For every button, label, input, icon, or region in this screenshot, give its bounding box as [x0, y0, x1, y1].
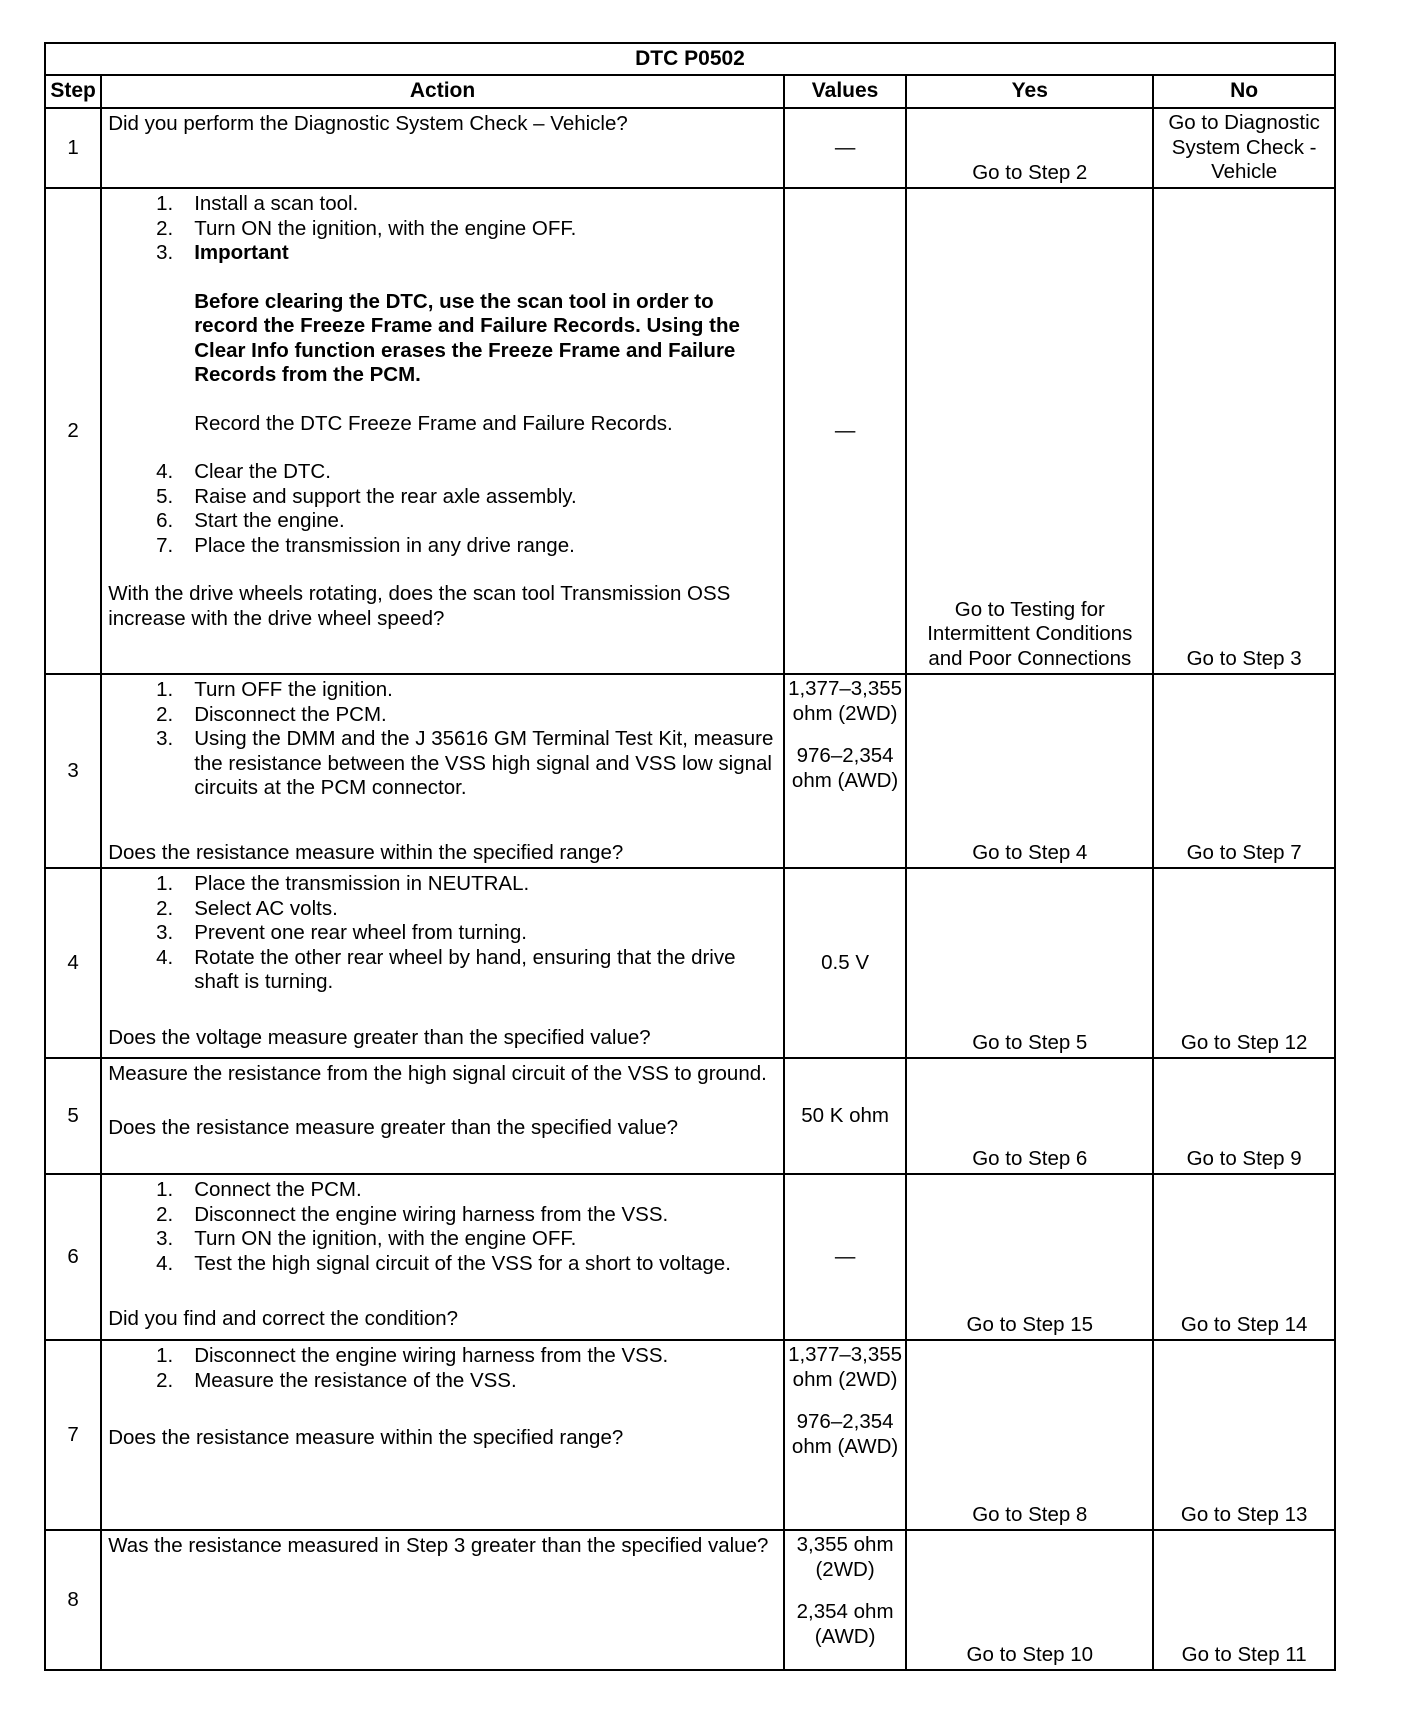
action-cell — [101, 1340, 784, 1530]
list-item: 1. Connect the PCM. — [156, 1178, 362, 1201]
yes-cell: Go to Step 6 — [906, 1058, 1153, 1174]
action-cell — [101, 868, 784, 1058]
yes-cell: Go to Step 5 — [906, 868, 1153, 1058]
list-item: 1. Install a scan tool. — [156, 192, 359, 215]
list-item: 3. Prevent one rear wheel from turning. — [156, 921, 527, 944]
list-item: 3. Important — [156, 241, 289, 264]
value-cell — [784, 1530, 906, 1670]
action-question: Did you perform the Diagnostic System Check – Vehicle? — [108, 112, 628, 135]
step-number: 1 — [45, 108, 101, 188]
action-question: Did you find and correct the condition? — [108, 1307, 459, 1330]
table-row — [45, 108, 1335, 188]
table-row — [45, 188, 1335, 674]
action-cell — [101, 1058, 784, 1174]
action-cell — [101, 1174, 784, 1340]
action-question: Does the resistance measure greater than the specified value? — [108, 1115, 678, 1139]
no-cell: Go to Step 14 — [1153, 1174, 1335, 1340]
value-2wd: 3,355 ohm (2WD) — [796, 1533, 894, 1581]
value-cell: — — [784, 188, 906, 674]
value-cell: — — [784, 1174, 906, 1340]
yes-cell: Go to Step 15 — [906, 1174, 1153, 1340]
list-item: 5. Raise and support the rear axle assembly. — [156, 484, 577, 508]
action-question: Does the voltage measure greater than the specified value? — [108, 1025, 651, 1049]
value-awd: 976–2,354 ohm (AWD) — [791, 744, 899, 792]
action-question: Was the resistance measured in Step 3 greater than the specified value? — [108, 1534, 769, 1557]
value-2wd: 1,377–3,355 ohm (2WD) — [788, 677, 903, 725]
step-number: 3 — [45, 674, 101, 868]
yes-cell: Go to Step 8 — [906, 1340, 1153, 1530]
list-item: 1. Turn OFF the ignition. — [156, 678, 393, 701]
action-question: With the drive wheels rotating, does the scan tool Transmission OSS increase with the drive wheel speed? — [108, 582, 731, 630]
step-number: 7 — [45, 1340, 101, 1530]
list-item: 3. Using the DMM and the J 35616 GM Terminal Test Kit, measure the resistance between the VSS high signal and VSS low signal circuits at the PCM connector. — [156, 727, 774, 799]
action-cell — [101, 674, 784, 868]
step-number: 4 — [45, 868, 101, 1058]
step-number: 2 — [45, 188, 101, 674]
yes-cell: Go to Testing for Intermittent Conditions and Poor Connections — [906, 188, 1153, 674]
no-cell: Go to Diagnostic System Check - Vehicle — [1153, 108, 1335, 188]
list-item: 7. Place the transmission in any drive range. — [156, 533, 575, 557]
table-row — [45, 674, 1335, 868]
yes-cell: Go to Step 4 — [906, 674, 1153, 868]
list-item: 2. Turn ON the ignition, with the engine OFF. — [156, 216, 577, 240]
header-no: No — [1153, 75, 1335, 108]
list-item: 4. Clear the DTC. — [156, 460, 331, 483]
value-cell: 0.5 V — [784, 868, 906, 1058]
table-row — [45, 1530, 1335, 1670]
yes-cell: Go to Step 10 — [906, 1530, 1153, 1670]
value-awd: 2,354 ohm (AWD) — [796, 1600, 894, 1648]
value-awd: 976–2,354 ohm (AWD) — [791, 1410, 899, 1458]
list-item: 3. Turn ON the ignition, with the engine OFF. — [156, 1227, 577, 1250]
list-item: 2. Measure the resistance of the VSS. — [156, 1368, 517, 1392]
dtc-table — [44, 42, 1336, 1671]
header-step: Step — [45, 75, 101, 108]
value-cell — [784, 674, 906, 868]
header-action: Action — [101, 75, 784, 108]
header-yes: Yes — [906, 75, 1153, 108]
list-item: 6. Start the engine. — [156, 509, 345, 532]
table-title: DTC P0502 — [45, 43, 1335, 75]
table-row — [45, 1174, 1335, 1340]
table-row — [45, 1058, 1335, 1174]
list-item: 1. Place the transmission in NEUTRAL. — [156, 872, 530, 895]
list-item: 4. Test the high signal circuit of the VSS for a short to voltage. — [156, 1251, 731, 1275]
no-cell: Go to Step 3 — [1153, 188, 1335, 674]
header-values: Values — [784, 75, 906, 108]
list-item: 2. Select AC volts. — [156, 896, 338, 920]
action-question: Does the resistance measure within the specified range? — [108, 840, 624, 864]
list-item: 1. Disconnect the engine wiring harness from the VSS. — [156, 1344, 669, 1367]
list-item: 4. Rotate the other rear wheel by hand, ensuring that the drive shaft is turning. — [156, 945, 736, 993]
no-cell: Go to Step 13 — [1153, 1340, 1335, 1530]
record-note: Record the DTC Freeze Frame and Failure Records. — [194, 411, 673, 435]
list-item: 2. Disconnect the engine wiring harness from the VSS. — [156, 1202, 669, 1226]
table-row — [45, 1340, 1335, 1530]
no-cell: Go to Step 12 — [1153, 868, 1335, 1058]
no-cell: Go to Step 9 — [1153, 1058, 1335, 1174]
no-cell: Go to Step 7 — [1153, 674, 1335, 868]
step-number: 6 — [45, 1174, 101, 1340]
value-cell: — — [784, 108, 906, 188]
yes-cell: Go to Step 2 — [906, 108, 1153, 188]
action-cell — [101, 188, 784, 674]
no-cell: Go to Step 11 — [1153, 1530, 1335, 1670]
step-number: 5 — [45, 1058, 101, 1174]
action-question: Does the resistance measure within the specified range? — [108, 1426, 624, 1449]
step-number: 8 — [45, 1530, 101, 1670]
important-note: Before clearing the DTC, use the scan tool in order to record the Freeze Frame and Failure Records. Using the Clear Info function erases the Freeze Frame and Failure Records from the PCM. — [194, 289, 740, 386]
table-row — [45, 868, 1335, 1058]
action-intro: Measure the resistance from the high signal circuit of the VSS to ground. — [108, 1062, 767, 1085]
value-cell — [784, 1340, 906, 1530]
action-cell — [101, 1530, 784, 1670]
list-item: 2. Disconnect the PCM. — [156, 702, 387, 726]
value-cell: 50 K ohm — [784, 1058, 906, 1174]
action-cell — [101, 108, 784, 188]
value-2wd: 1,377–3,355 ohm (2WD) — [788, 1343, 903, 1391]
